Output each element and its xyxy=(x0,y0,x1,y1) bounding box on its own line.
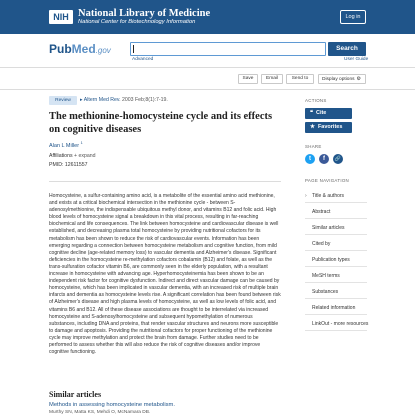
nav-related-information[interactable]: Related information xyxy=(305,305,367,315)
email-button[interactable]: Email xyxy=(261,74,283,84)
citation-line xyxy=(80,97,168,103)
review-badge: Review xyxy=(49,96,77,105)
facebook-icon[interactable]: f xyxy=(319,154,329,164)
similar-articles-heading: Similar articles xyxy=(49,390,102,399)
affiliations-toggle[interactable] xyxy=(49,153,96,159)
send-to-button[interactable]: Send to xyxy=(286,74,314,84)
link-icon[interactable]: 🔗 xyxy=(334,156,342,162)
nav-abstract[interactable]: Abstract xyxy=(305,209,367,219)
display-options-button[interactable] xyxy=(318,74,366,84)
search-header xyxy=(0,34,415,66)
abstract-text: Homocysteine, a sulfur-containing amino acid, is a metabolite of the essential amino acid methionine, and exists at a critical biochemical intersection in the methionine cycle - between S-adenosylmethionine, the indispensable ubiquitous methyl donor, and vitamins B12 and folic acid. High blood levels of homocysteine signal a breakdown in this vital process, resulting in far-reaching biochemical and life consequences. The link between homocysteine and cardiovascular disease is well established, and decreasing plasma total homocysteine by providing nutritional cofactors for its metabolism has been shown to reduce the risk of cardiovascular events. Information has been emerging regarding a connection between homocysteine metabolism and cognitive function, from mild cognitive decline (age-related memory loss) to vascular dementia and Alzheimer's disease. Significant deficiencies in the homocysteine re-methylation cofactors cobalamin (B12) and folate, as well as the trans-sulfuration cofactor vitamin B6, are commonly seen in the elderly population, with a resultant increase in homocysteine with advancing age. Hyperhomocysteinemia has been shown to be an independent risk factor for cognitive dysfunction. Indirect and direct vascular damage can be caused by homocysteine, which has been implicated in vascular dementia, with an increased risk of multiple brain infarcts and dementia as homocysteine levels rise. A significant correlation has been found between risk of Alzheimer's disease and high plasma levels of homocysteine, as well as low levels of folic acid, and vitamins B6 and B12. All of these disease associations are thought to be interrelated via increased homocysteine and S-adenosylhomocysteine and subsequent hypomethylation of numerous substances, including DNA and proteins, that render vascular structures and neurons more susceptible to damage and apoptosis. Providing the nutritional cofactors for proper functioning of the methionine cycle may improve methylation and protect the brain from damage. Further studies need to be performed to assess whether this will also reduce the risk of cognitive diseases and/or improve cognitive functioning. xyxy=(49,193,281,356)
star-icon: ★ xyxy=(310,124,315,130)
journal-icon[interactable]: ▸ xyxy=(80,97,84,103)
toolbar-divider xyxy=(0,89,415,90)
nav-publication-types[interactable]: Publication types xyxy=(305,257,367,267)
chevron-down-icon: › xyxy=(305,193,307,199)
nav-substances[interactable]: Substances xyxy=(305,289,367,299)
user-guide-link[interactable]: User Guide xyxy=(344,57,369,62)
nav-similar-articles[interactable]: Similar articles xyxy=(305,225,367,235)
cite-label: Cite xyxy=(315,110,327,116)
nav-title-authors[interactable] xyxy=(305,193,367,203)
author-link[interactable] xyxy=(49,141,83,149)
nav-linkout[interactable]: LinkOut - more resources xyxy=(305,321,367,331)
page-navigation-heading: PAGE NAVIGATION xyxy=(305,178,350,183)
favorites-label: Favorites xyxy=(317,124,343,130)
nav-cited-by[interactable]: Cited by xyxy=(305,241,367,251)
author-affiliation-number: 1 xyxy=(80,141,83,145)
text-caret xyxy=(133,45,134,53)
plus-icon: + xyxy=(74,153,79,159)
quote-icon: ❝ xyxy=(310,110,313,116)
favorites-button[interactable] xyxy=(305,122,352,133)
share-heading: SHARE xyxy=(305,144,322,149)
nih-logo[interactable]: NIH xyxy=(49,10,73,24)
save-button[interactable]: Save xyxy=(238,74,258,84)
nav-mesh-terms[interactable]: MeSH terms xyxy=(305,273,367,283)
logo-med: Med xyxy=(71,42,96,56)
login-button[interactable]: Log in xyxy=(340,10,366,24)
pmid: PMID: 12611557 xyxy=(49,162,88,168)
ncbi-subtitle: National Center for Biotechnology Information xyxy=(78,19,196,25)
nav-item-label: Title & authors xyxy=(312,193,345,199)
cite-button[interactable] xyxy=(305,108,352,119)
search-button[interactable]: Search xyxy=(328,42,366,56)
advanced-search-link[interactable]: Advanced xyxy=(132,57,154,62)
article-title: The methionine-homocysteine cycle and its effects on cognitive diseases xyxy=(49,111,273,135)
affiliations-label: Affiliations xyxy=(49,153,73,159)
author-name: Alan L Miller xyxy=(49,142,80,149)
similar-article-link[interactable]: Methods in assessing homocysteine metabolism. xyxy=(49,402,175,408)
display-options-label: Display options xyxy=(322,77,355,82)
expand-label: expand xyxy=(78,153,96,159)
header-divider xyxy=(0,67,415,68)
gear-icon: ⚙ xyxy=(356,76,362,82)
actions-heading: ACTIONS xyxy=(305,98,327,103)
abstract-divider xyxy=(49,181,281,182)
nih-banner xyxy=(0,0,415,34)
nlm-title[interactable]: National Library of Medicine xyxy=(78,8,211,19)
journal-link[interactable]: Altern Med Rev xyxy=(83,97,120,103)
pubmed-logo[interactable] xyxy=(49,42,111,56)
logo-pub: Pub xyxy=(49,42,72,56)
logo-gov: .gov xyxy=(95,46,111,55)
twitter-icon[interactable]: t xyxy=(305,154,315,164)
similar-article-authors: Murthy SN, Matta KS, Mehdi O, McNamara DB. xyxy=(49,410,151,415)
search-input[interactable] xyxy=(130,42,326,56)
citation-text: . 2003 Feb;8(1):7-19. xyxy=(119,97,168,103)
